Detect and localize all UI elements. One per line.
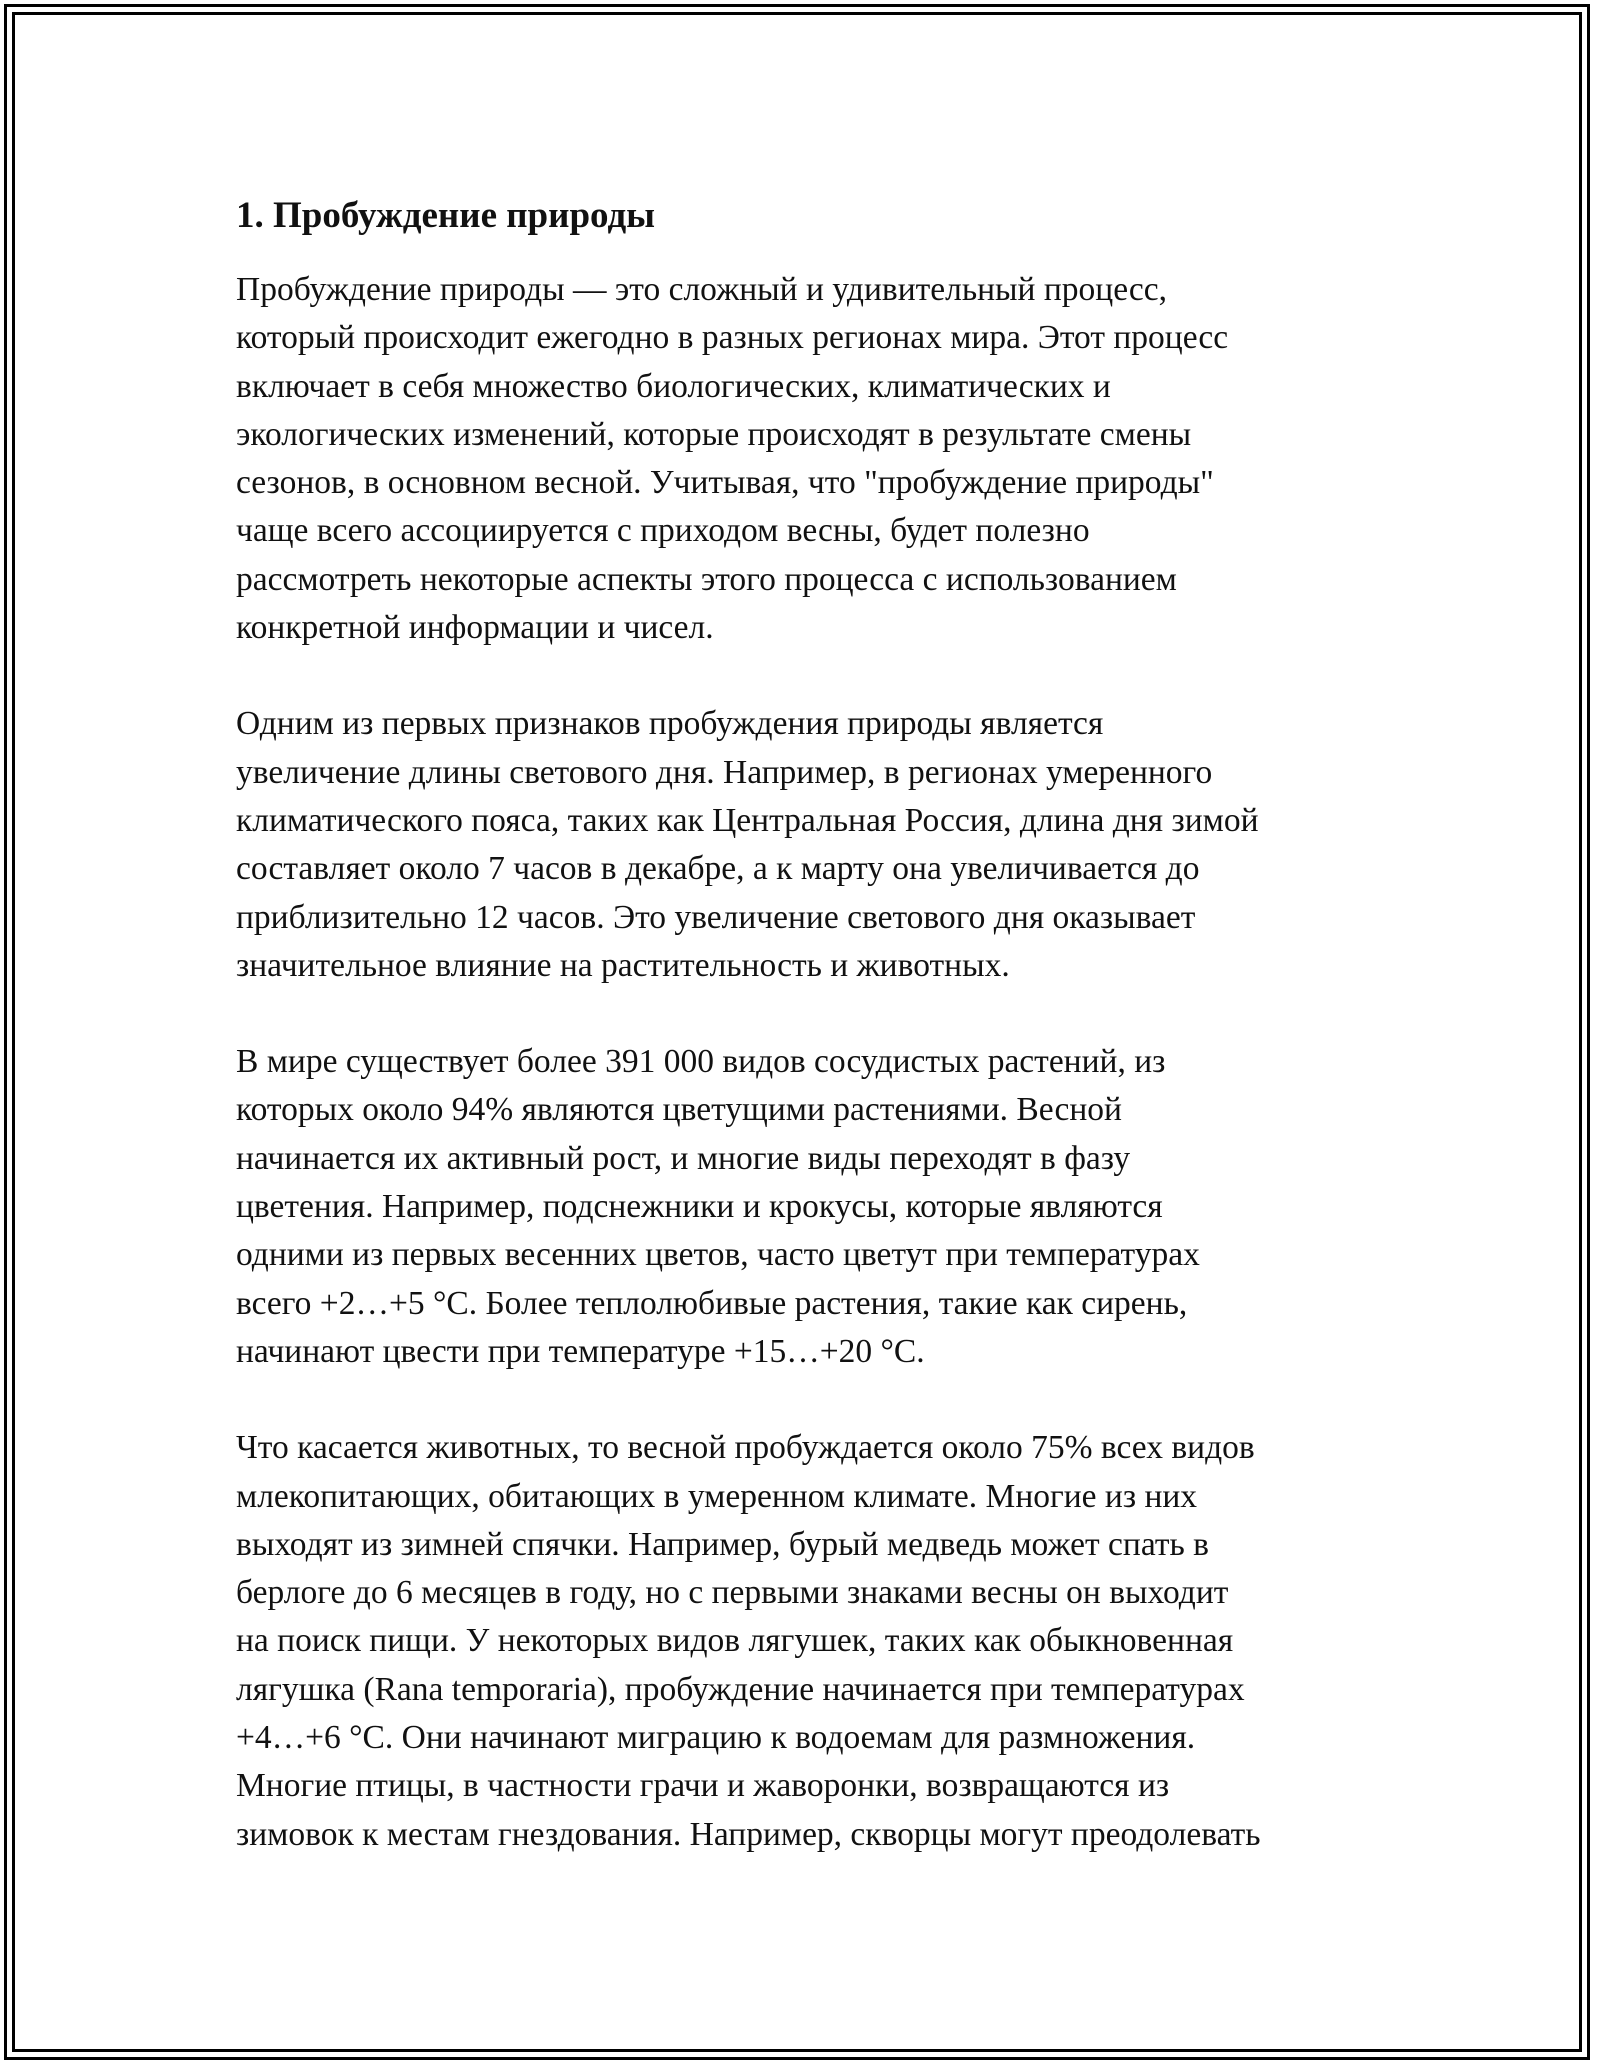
document-body: [236, 190, 1376, 1907]
section-heading: 1. Пробуждение природы: [236, 195, 656, 236]
paragraph-animals: Что касается животных, то весной пробуждается около 75% всех видов млекопитающих, обитающих в умеренном климате. Многие из них выходят из зимней спячки. Например, бурый медведь может спать в берлоге до 6 месяцев в году, но с первыми знаками весны он выходит на поиск пищи. У некоторых видов лягушек, таких как обыкновенная лягушка (Rana temporaria), пробуждение начинается при температурах +4…+6 °C. Они начинают миграцию к водоемам для размножения. Многие птицы, в частности грачи и жаворонки, возвращаются из зимовок к местам гнездования. Например, скворцы могут преодолевать: [236, 1429, 1261, 1853]
paragraph-intro: Пробуждение природы — это сложный и удивительный процесс, который происходит ежегодно в разных регионах мира. Этот процесс включает в себя множество биологических, климатических и экологических изменений, которые происходят в результате смены сезонов, в основном весной. Учитывая, что "пробуждение природы" чаще всего ассоциируется с приходом весны, будет полезно рассмотреть некоторые аспекты этого процесса с использованием конкретной информации и чисел.: [236, 271, 1229, 647]
paragraph-daylight: Одним из первых признаков пробуждения природы является увеличение длины светового дня. Например, в регионах умеренного климатического пояса, таких как Центральная Россия, длина дня зимой составляет около 7 часов в декабре, а к марту она увеличивается до приблизительно 12 часов. Это увеличение светового дня оказывает значительное влияние на растительность и животных.: [236, 705, 1259, 984]
paragraph-plants: В мире существует более 391 000 видов сосудистых растений, из которых около 94% являются цветущими растениями. Весной начинается их активный рост, и многие виды переходят в фазу цветения. Например, подснежники и крокусы, которые являются одними из первых весенних цветов, часто цветут при температурах всего +2…+5 °C. Более теплолюбивые растения, такие как сирень, начинают цвести при температуре +15…+20 °C.: [236, 1043, 1200, 1370]
